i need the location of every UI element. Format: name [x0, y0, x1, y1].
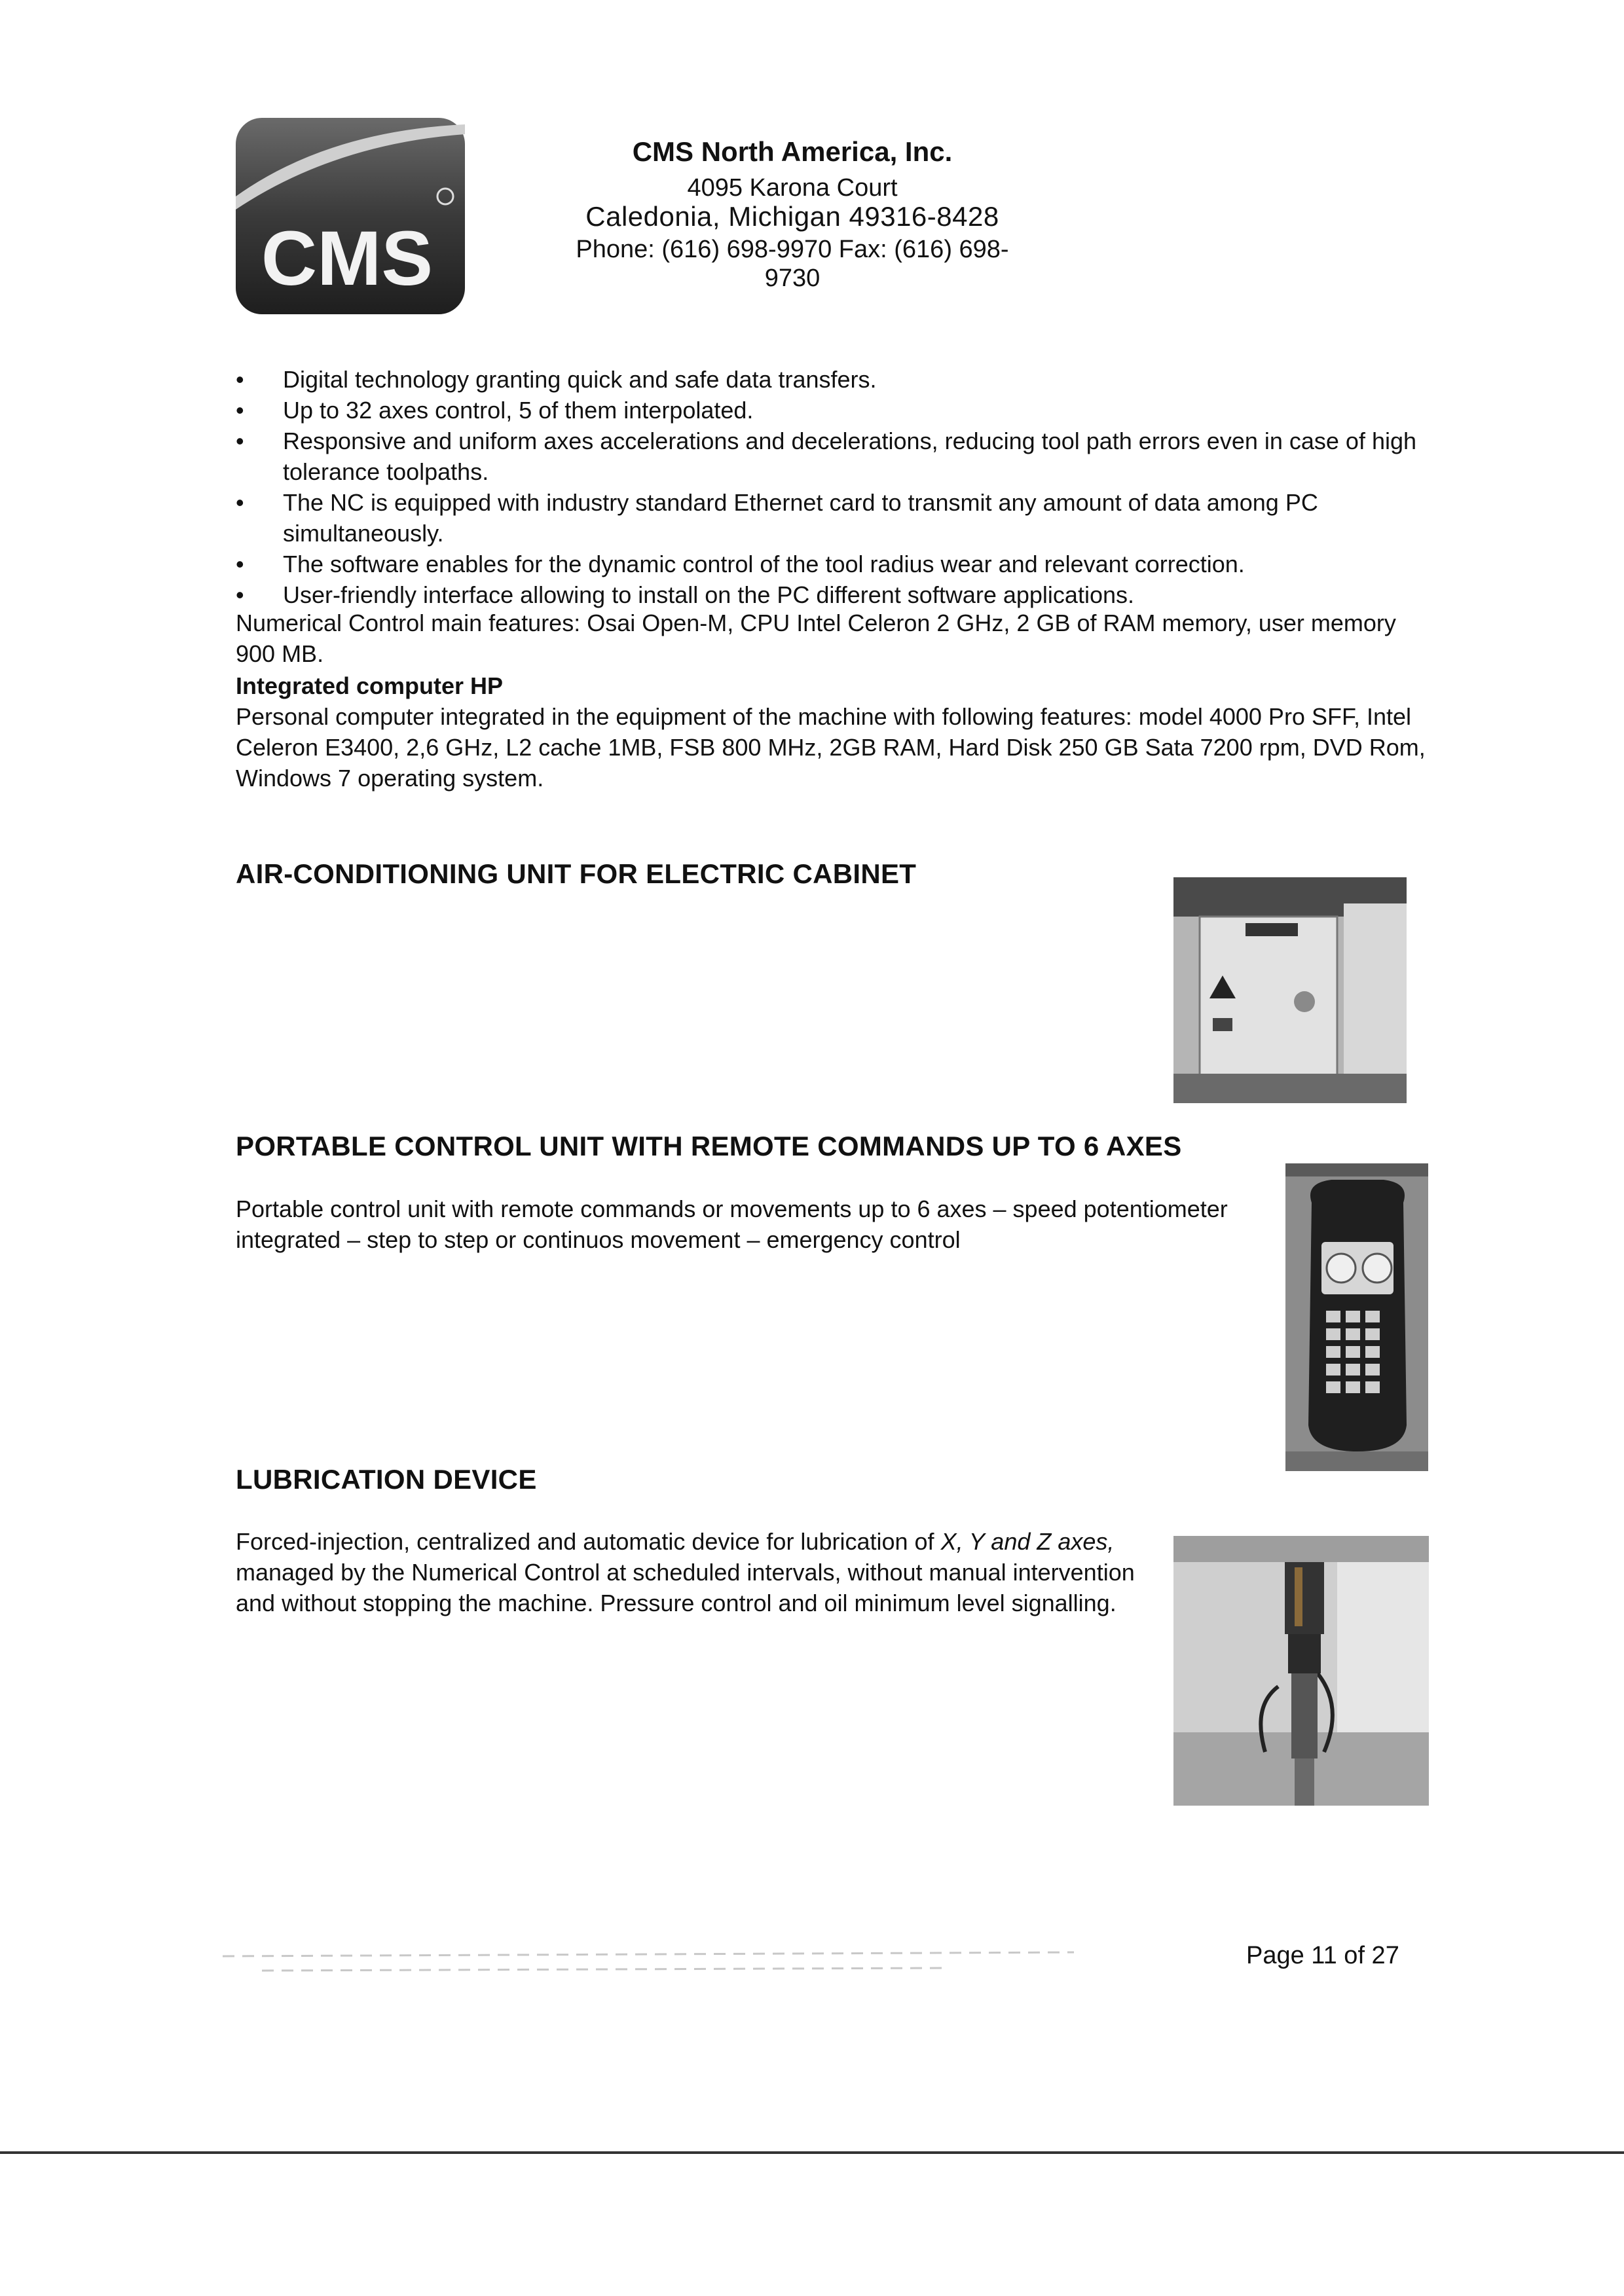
list-item: • Responsive and uniform axes accelerations and decelerations, reducing tool path errors even in case of high tolerance toolpaths.	[236, 426, 1434, 487]
portable-control-photo	[1285, 1163, 1428, 1471]
air-conditioning-title: AIR-CONDITIONING UNIT FOR ELECTRIC CABINET	[236, 858, 917, 889]
list-item: • The NC is equipped with industry standard Ethernet card to transmit any amount of data among PC simultaneously.	[236, 487, 1434, 549]
list-item: • Up to 32 axes control, 5 of them interpolated.	[236, 395, 1434, 426]
street-address: 4095 Karona Court	[687, 174, 898, 202]
footer-rule	[0, 2151, 1624, 2154]
lubrication-axes: X, Y and Z axes,	[940, 1528, 1115, 1555]
company-name: CMS North America, Inc.	[632, 136, 953, 167]
page-number: Page 11 of 27	[1246, 1942, 1399, 1969]
cms-logo	[236, 118, 465, 314]
portable-control-description: Portable control unit with remote commands or movements up to 6 axes – speed potentiometer integrated – step to step or continuos movement – emergency control	[236, 1195, 1228, 1253]
lubrication-text-pre: Forced-injection, centralized and automatic device for lubrication of	[236, 1528, 941, 1555]
phone-fax: Phone: (616) 698-9970 Fax: (616) 698-9730	[576, 236, 1009, 292]
city-address: Caledonia, Michigan 49316-8428	[585, 201, 999, 232]
portable-control-title: PORTABLE CONTROL UNIT WITH REMOTE COMMANDS UP TO 6 AXES	[236, 1131, 1182, 1161]
logo-text: CMS	[261, 215, 434, 302]
lubrication-description	[236, 1526, 1172, 1618]
nc-main-features: Numerical Control main features: Osai Open-M, CPU Intel Celeron 2 GHz, 2 GB of RAM memory, user memory 900 MB.	[236, 610, 1396, 667]
scan-smudge	[223, 1943, 1074, 1982]
lubrication-title: LUBRICATION DEVICE	[236, 1464, 537, 1495]
list-item: • Digital technology granting quick and safe data transfers.	[236, 364, 1434, 395]
nc-feature-list	[236, 364, 1434, 610]
hp-heading: Integrated computer HP	[236, 672, 504, 699]
list-item: • The software enables for the dynamic control of the tool radius wear and relevant correction.	[236, 549, 1434, 579]
lubrication-text-post: managed by the Numerical Control at scheduled intervals, without manual intervention and without stopping the machine. Pressure control and oil minimum level signalling.	[236, 1559, 1135, 1616]
air-conditioning-photo	[1173, 877, 1407, 1103]
lubrication-photo	[1173, 1536, 1429, 1806]
list-item: • User-friendly interface allowing to install on the PC different software applications.	[236, 579, 1434, 610]
hp-description: Personal computer integrated in the equipment of the machine with following features: model 4000 Pro SFF, Intel Celeron E3400, 2,6 GHz, L2 cache 1MB, FSB 800 MHz, 2GB RAM, Hard Disk 250 GB Sata 7200 rpm, DVD Rom, Windows 7 operating system.	[236, 703, 1426, 792]
